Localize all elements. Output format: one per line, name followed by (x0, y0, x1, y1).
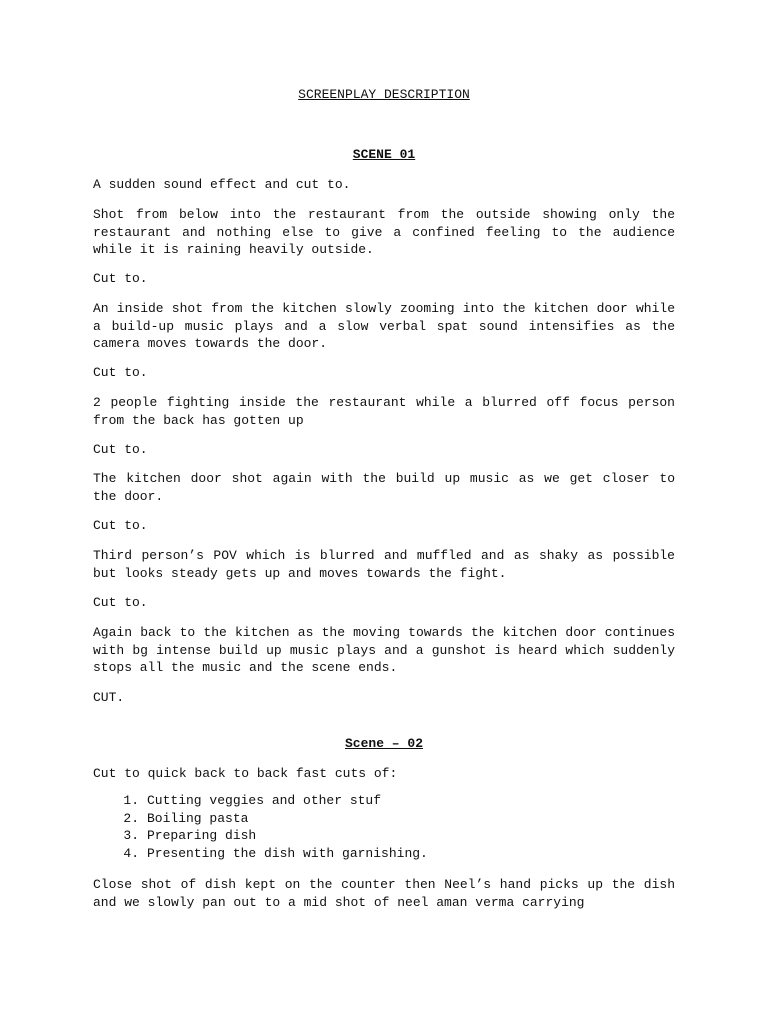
scene-01-paragraph: Third person’s POV which is blurred and muffled and as shaky as possible but looks steady gets up and moves towards the fight. (93, 548, 675, 581)
document-title: SCREENPLAY DESCRIPTION (298, 87, 470, 102)
list-item (113, 792, 428, 810)
scene-01-paragraph: An inside shot from the kitchen slowly zooming into the kitchen door while a build-up music plays and a slow verbal spat sound intensifies as the camera moves towards the door. (93, 301, 675, 351)
scene-01-paragraph: Cut to. (93, 595, 148, 610)
scene-01-paragraph: 2 people fighting inside the restaurant while a blurred off focus person from the back has gotten up (93, 395, 675, 428)
scene-02-intro: Cut to quick back to back fast cuts of: (93, 766, 398, 781)
list-item (113, 827, 428, 845)
scene-01-paragraph: The kitchen door shot again with the build up music as we get closer to the door. (93, 471, 675, 504)
list-item-number: 4. (123, 845, 139, 861)
list-item-text: Preparing dish (147, 828, 257, 843)
scene-01-paragraph: Cut to. (93, 271, 148, 286)
list-item-text: Cutting veggies and other stuf (147, 793, 382, 808)
list-item-text: Presenting the dish with garnishing. (147, 845, 428, 861)
scene-01-paragraph: Cut to. (93, 365, 148, 380)
scene-01-paragraph: Cut to. (93, 518, 148, 533)
scene-01-paragraph: Again back to the kitchen as the moving towards the kitchen door continues with bg intense build up music plays and a gunshot is heard which suddenly stops all the music and the scene ends. (93, 625, 675, 675)
scene-02-heading: Scene – 02 (344, 736, 423, 751)
list-item (113, 845, 428, 863)
list-item-number: 1. (123, 793, 139, 808)
scene-01-paragraph: A sudden sound effect and cut to. (93, 177, 351, 192)
list-item-text: Boiling pasta (147, 810, 249, 826)
list-item-number: 3. (123, 828, 139, 843)
scene-02-paragraph: Close shot of dish kept on the counter then Neel’s hand picks up the dish and we slowly pan out to a mid shot of neel aman verma carrying (93, 877, 675, 910)
scene-01-paragraph: Cut to. (93, 442, 148, 457)
list-item (113, 810, 428, 828)
scene-01-paragraph: CUT. (93, 690, 125, 705)
scene-01-heading: SCENE 01 (352, 147, 416, 162)
shot-list (113, 792, 428, 862)
scene-01-paragraph: Shot from below into the restaurant from the outside showing only the restaurant and nothing else to give a confined feeling to the audience while it is raining heavily outside. (93, 207, 675, 257)
list-item-number: 2. (123, 810, 139, 826)
